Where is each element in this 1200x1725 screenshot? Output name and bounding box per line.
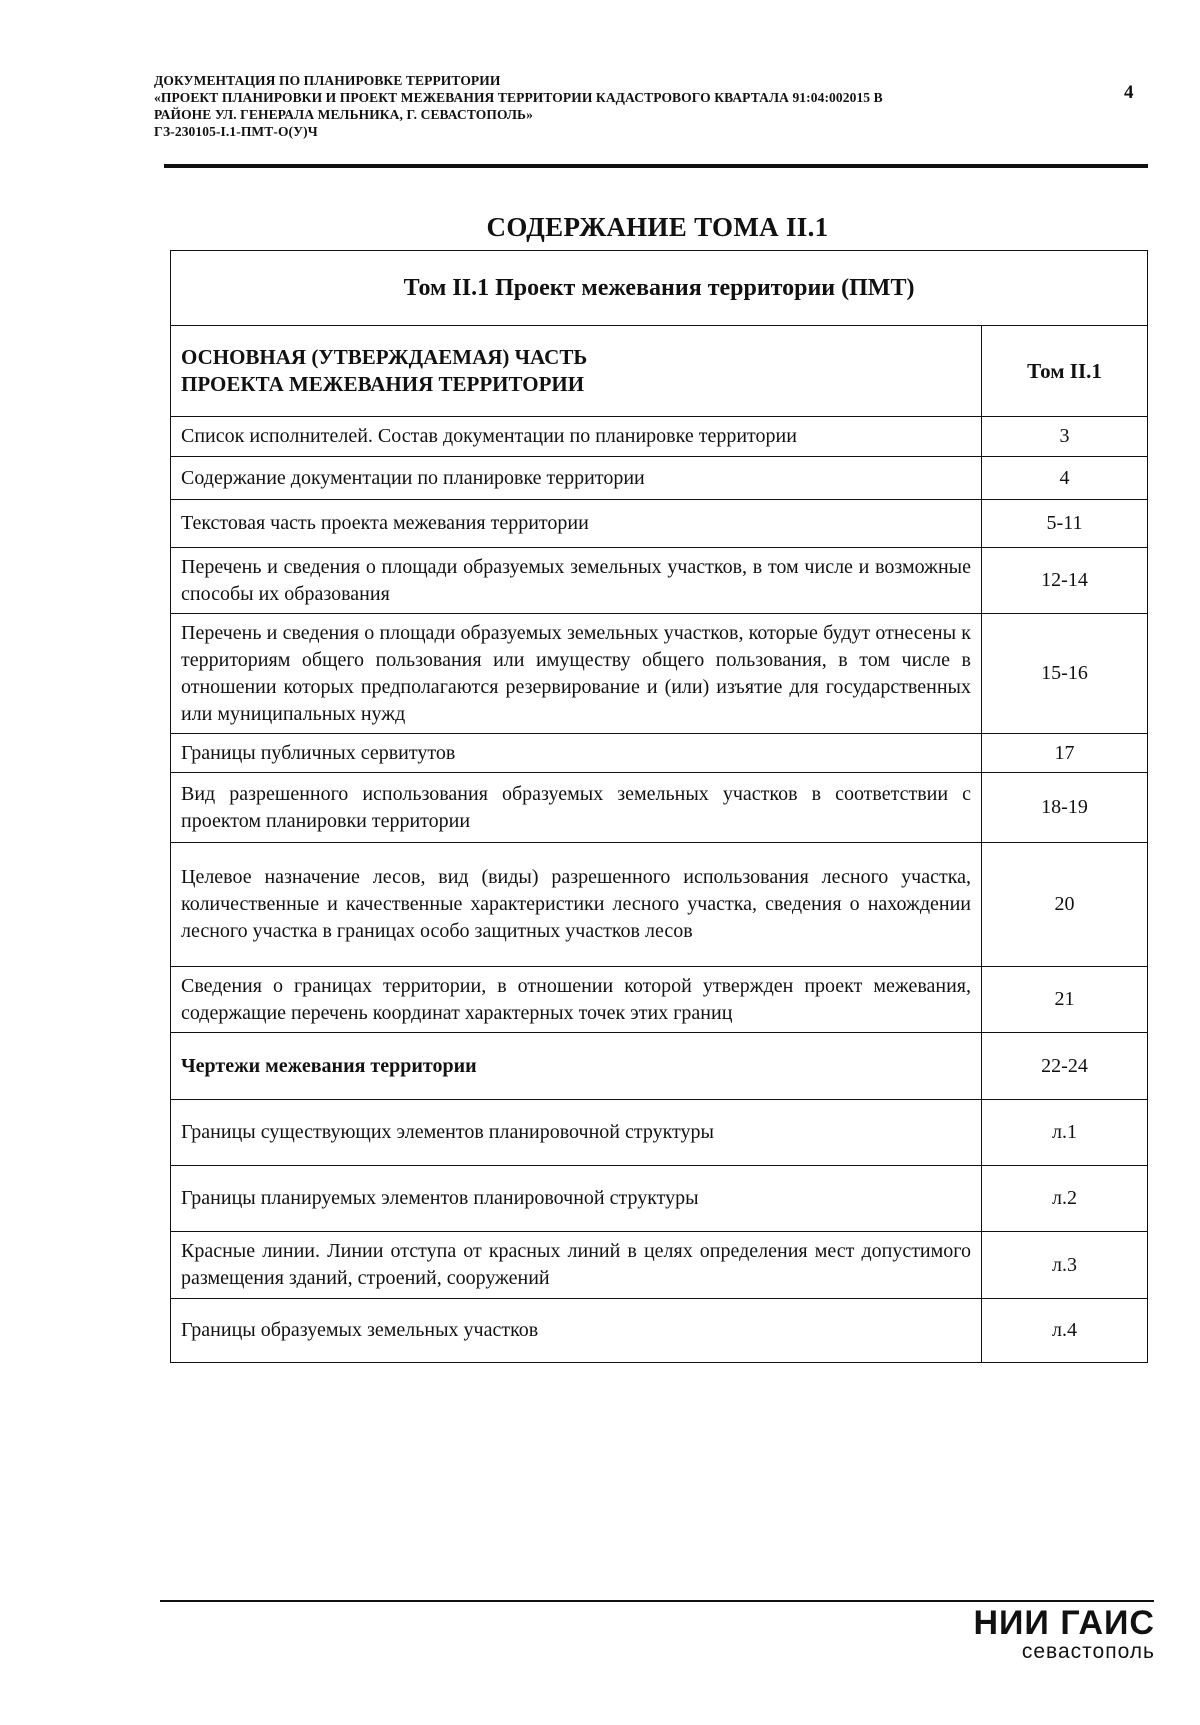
table-row <box>171 1166 1148 1232</box>
row-page: л.3 <box>982 1232 1148 1299</box>
row-page: 3 <box>982 417 1148 457</box>
table-row <box>171 548 1148 614</box>
header-line-2: «ПРОЕКТ ПЛАНИРОВКИ И ПРОЕКТ МЕЖЕВАНИЯ ТЕРРИТОРИИ КАДАСТРОВОГО КВАРТАЛА 91:04:002015 В <box>154 90 883 105</box>
row-page: 12-14 <box>982 548 1148 614</box>
row-page: 5-11 <box>982 500 1148 548</box>
row-title: Целевое назначение лесов, вид (виды) разрешенного использования лесного участка, количественные и качественные характеристики лесного участка, сведения о нахождении лесного участка в границах особо защитных участков лесов <box>171 843 982 967</box>
row-page: л.4 <box>982 1299 1148 1363</box>
row-page: 17 <box>982 734 1148 773</box>
row-page: 22-24 <box>982 1033 1148 1100</box>
page-number: 4 <box>1124 82 1134 103</box>
section-head <box>171 326 982 417</box>
row-page: 4 <box>982 457 1148 500</box>
footer-divider <box>160 1600 1154 1602</box>
row-page: 18-19 <box>982 773 1148 843</box>
row-title: Границы образуемых земельных участков <box>171 1299 982 1363</box>
table-row <box>171 500 1148 548</box>
toc-title: СОДЕРЖАНИЕ ТОМА II.1 <box>486 212 829 242</box>
row-title: Красные линии. Линии отступа от красных линий в целях определения мест допустимого размещения зданий, строений, сооружений <box>171 1232 982 1299</box>
nii-gais-logo <box>915 1605 1155 1663</box>
table-row <box>171 1299 1148 1363</box>
row-page: 21 <box>982 967 1148 1033</box>
contents-table <box>170 250 1148 1363</box>
table-row <box>171 457 1148 500</box>
section-head-line-1: ОСНОВНАЯ (УТВЕРЖДАЕМАЯ) ЧАСТЬ <box>181 345 588 369</box>
table-row <box>171 773 1148 843</box>
row-page: л.2 <box>982 1166 1148 1232</box>
volume-title-row <box>171 251 1148 326</box>
table-row <box>171 1100 1148 1166</box>
table-row <box>171 1232 1148 1299</box>
row-title: Перечень и сведения о площади образуемых земельных участков, в том числе и возможные способы их образования <box>171 548 982 614</box>
row-title: Сведения о границах территории, в отношении которой утвержден проект межевания, содержащие перечень координат характерных точек этих границ <box>171 967 982 1033</box>
row-title: Содержание документации по планировке территории <box>171 457 982 500</box>
table-row <box>171 1033 1148 1100</box>
header-code: ГЗ-230105-I.1-ПМТ-О(У)Ч <box>154 124 318 139</box>
volume-title: Том II.1 Проект межевания территории (ПМТ) <box>171 251 1148 326</box>
section-head-row <box>171 326 1148 417</box>
volume-label: Том II.1 <box>982 326 1148 417</box>
table-row <box>171 843 1148 967</box>
table-row <box>171 734 1148 773</box>
row-title: Перечень и сведения о площади образуемых земельных участков, которые будут отнесены к территориям общего пользования или имуществу общего пользования, в том числе в отношении которых предполагаются резервирование и (или) изъятие для государственных или муниципальных нужд <box>171 614 982 734</box>
header-divider <box>164 164 1148 168</box>
row-page: 15-16 <box>982 614 1148 734</box>
row-title: Границы публичных сервитутов <box>171 734 982 773</box>
row-title: Вид разрешенного использования образуемых земельных участков в соответствии с проектом планировки территории <box>171 773 982 843</box>
row-title: Текстовая часть проекта межевания территории <box>171 500 982 548</box>
table-row <box>171 614 1148 734</box>
document-header <box>154 72 1064 140</box>
logo-sub-text: севастополь <box>1021 1640 1155 1663</box>
header-line-1: ДОКУМЕНТАЦИЯ ПО ПЛАНИРОВКЕ ТЕРРИТОРИИ <box>154 73 501 88</box>
row-title: Список исполнителей. Состав документации по планировке территории <box>171 417 982 457</box>
row-page: л.1 <box>982 1100 1148 1166</box>
row-page: 20 <box>982 843 1148 967</box>
table-row <box>171 967 1148 1033</box>
table-row <box>171 417 1148 457</box>
logo-main-text: НИИ ГАИС <box>973 1604 1155 1642</box>
section-head-line-2: ПРОЕКТА МЕЖЕВАНИЯ ТЕРРИТОРИИ <box>181 372 585 396</box>
header-line-3: РАЙОНЕ УЛ. ГЕНЕРАЛА МЕЛЬНИКА, Г. СЕВАСТОПОЛЬ» <box>154 107 533 122</box>
row-title: Чертежи межевания территории <box>171 1033 982 1100</box>
row-title: Границы планируемых элементов планировочной структуры <box>171 1166 982 1232</box>
row-title: Границы существующих элементов планировочной структуры <box>171 1100 982 1166</box>
